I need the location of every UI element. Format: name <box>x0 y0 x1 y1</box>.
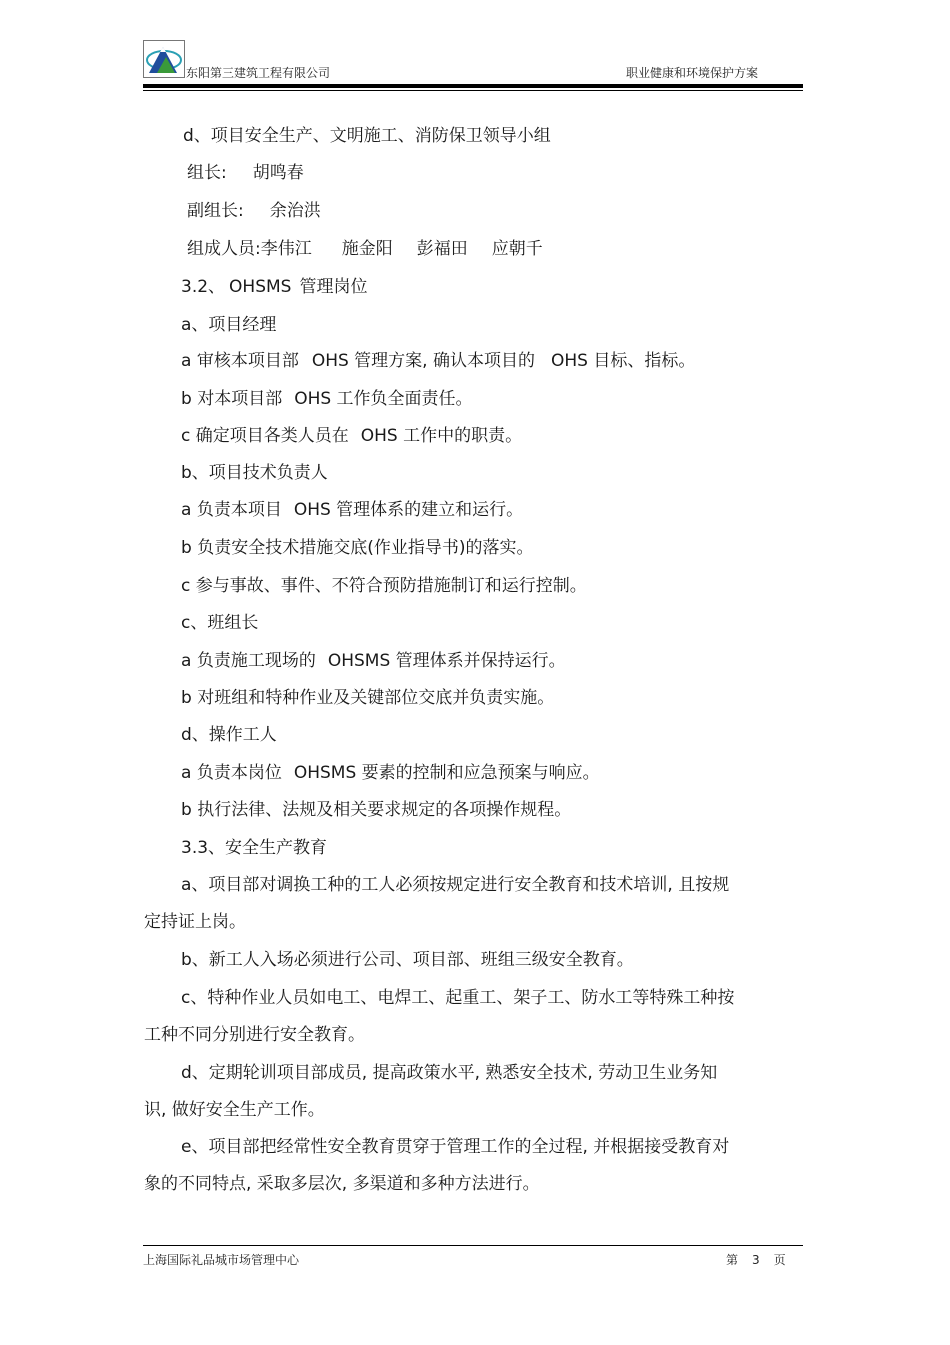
members-label: 组成人员:李伟江 <box>187 239 312 259</box>
page-prefix: 第 <box>726 1253 739 1267</box>
duty-item: b 对班组和特种作业及关键部位交底并负责实施。 <box>181 688 555 708</box>
duty-item <box>181 763 600 783</box>
section-title: 管理岗位 <box>299 277 368 297</box>
section-heading-3-2 <box>181 277 367 297</box>
page-number: 3 <box>752 1253 760 1267</box>
role-heading-team-leader: c、班组长 <box>181 613 259 633</box>
duty-text: OHS 工作负全面责任。 <box>294 389 473 409</box>
duty-text: OHS 管理方案, 确认本项目的 <box>311 351 535 371</box>
member-name: 应朝千 <box>491 239 543 259</box>
deputy-leader-name: 余治洪 <box>269 201 321 221</box>
header-company-name: 东阳第三建筑工程有限公司 <box>186 66 331 80</box>
page-suffix: 页 <box>773 1253 786 1267</box>
duty-text: OHSMS 管理体系并保持运行。 <box>327 651 566 671</box>
paragraph-line: 工种不同分别进行安全教育。 <box>144 1025 365 1045</box>
duty-text: OHS 管理体系的建立和运行。 <box>293 500 524 520</box>
role-heading-project-manager: a、项目经理 <box>181 315 277 335</box>
duty-item <box>181 651 566 671</box>
duty-item <box>181 426 522 446</box>
section-heading-leadership-group: d、项目安全生产、文明施工、消防保卫领导小组 <box>183 126 551 146</box>
duty-item <box>181 351 695 371</box>
duty-text: c 确定项目各类人员在 <box>181 426 349 446</box>
duty-text: OHS 目标、指标。 <box>551 351 696 371</box>
duty-text: a 负责本项目 <box>181 500 282 520</box>
duty-item: b 负责安全技术措施交底(作业指导书)的落实。 <box>181 538 534 558</box>
logo-peak <box>160 47 166 52</box>
leader-name: 胡鸣春 <box>252 163 304 183</box>
paragraph-line: 定持证上岗。 <box>144 912 246 932</box>
duty-text: a 审核本项目部 <box>181 351 299 371</box>
footer-organization: 上海国际礼品城市场管理中心 <box>143 1253 300 1267</box>
deputy-leader-line <box>187 201 321 221</box>
duty-text: b 对本项目部 <box>181 389 283 409</box>
duty-text: OHSMS 要素的控制和应急预案与响应。 <box>293 763 600 783</box>
paragraph-line: d、定期轮训项目部成员, 提高政策水平, 熟悉安全技术, 劳动卫生业务知 <box>181 1063 718 1083</box>
section-term: OHSMS <box>229 277 292 297</box>
leader-label: 组长: <box>187 163 227 183</box>
leader-line <box>187 163 304 183</box>
paragraph-line: c、特种作业人员如电工、电焊工、起重工、架子工、防水工等特殊工种按 <box>181 988 735 1008</box>
company-logo <box>143 40 185 78</box>
member-name: 施金阳 <box>341 239 393 259</box>
section-number: 3.2、 <box>181 277 226 297</box>
section-heading-3-3: 3.3、安全生产教育 <box>181 838 328 858</box>
footer-page-number <box>726 1251 786 1268</box>
members-line <box>187 239 543 259</box>
paragraph-line: a、项目部对调换工种的工人必须按规定进行安全教育和技术培训, 且按规 <box>181 875 730 895</box>
duty-item: c 参与事故、事件、不符合预防措施制订和运行控制。 <box>181 576 587 596</box>
paragraph-line: b、新工人入场必须进行公司、项目部、班组三级安全教育。 <box>181 950 634 970</box>
duty-item <box>181 500 523 520</box>
header-rule-thin <box>143 90 803 91</box>
footer-rule <box>143 1245 803 1246</box>
paragraph-line: e、项目部把经常性安全教育贯穿于管理工作的全过程, 并根据接受教育对 <box>181 1137 730 1157</box>
duty-text: OHS 工作中的职责。 <box>360 426 523 446</box>
duty-text: a 负责本岗位 <box>181 763 282 783</box>
duty-text: a 负责施工现场的 <box>181 651 316 671</box>
header-rule-thick <box>143 84 803 88</box>
paragraph-line: 象的不同特点, 采取多层次, 多渠道和多种方法进行。 <box>144 1174 540 1194</box>
deputy-leader-label: 副组长: <box>187 201 244 221</box>
duty-item: b 执行法律、法规及相关要求规定的各项操作规程。 <box>181 800 572 820</box>
duty-item <box>181 389 473 409</box>
paragraph-line: 识, 做好安全生产工作。 <box>144 1100 325 1120</box>
role-heading-technical-lead: b、项目技术负责人 <box>181 463 328 483</box>
header-document-title: 职业健康和环境保护方案 <box>626 66 759 80</box>
member-name: 彭福田 <box>416 239 468 259</box>
role-heading-operators: d、操作工人 <box>181 725 277 745</box>
